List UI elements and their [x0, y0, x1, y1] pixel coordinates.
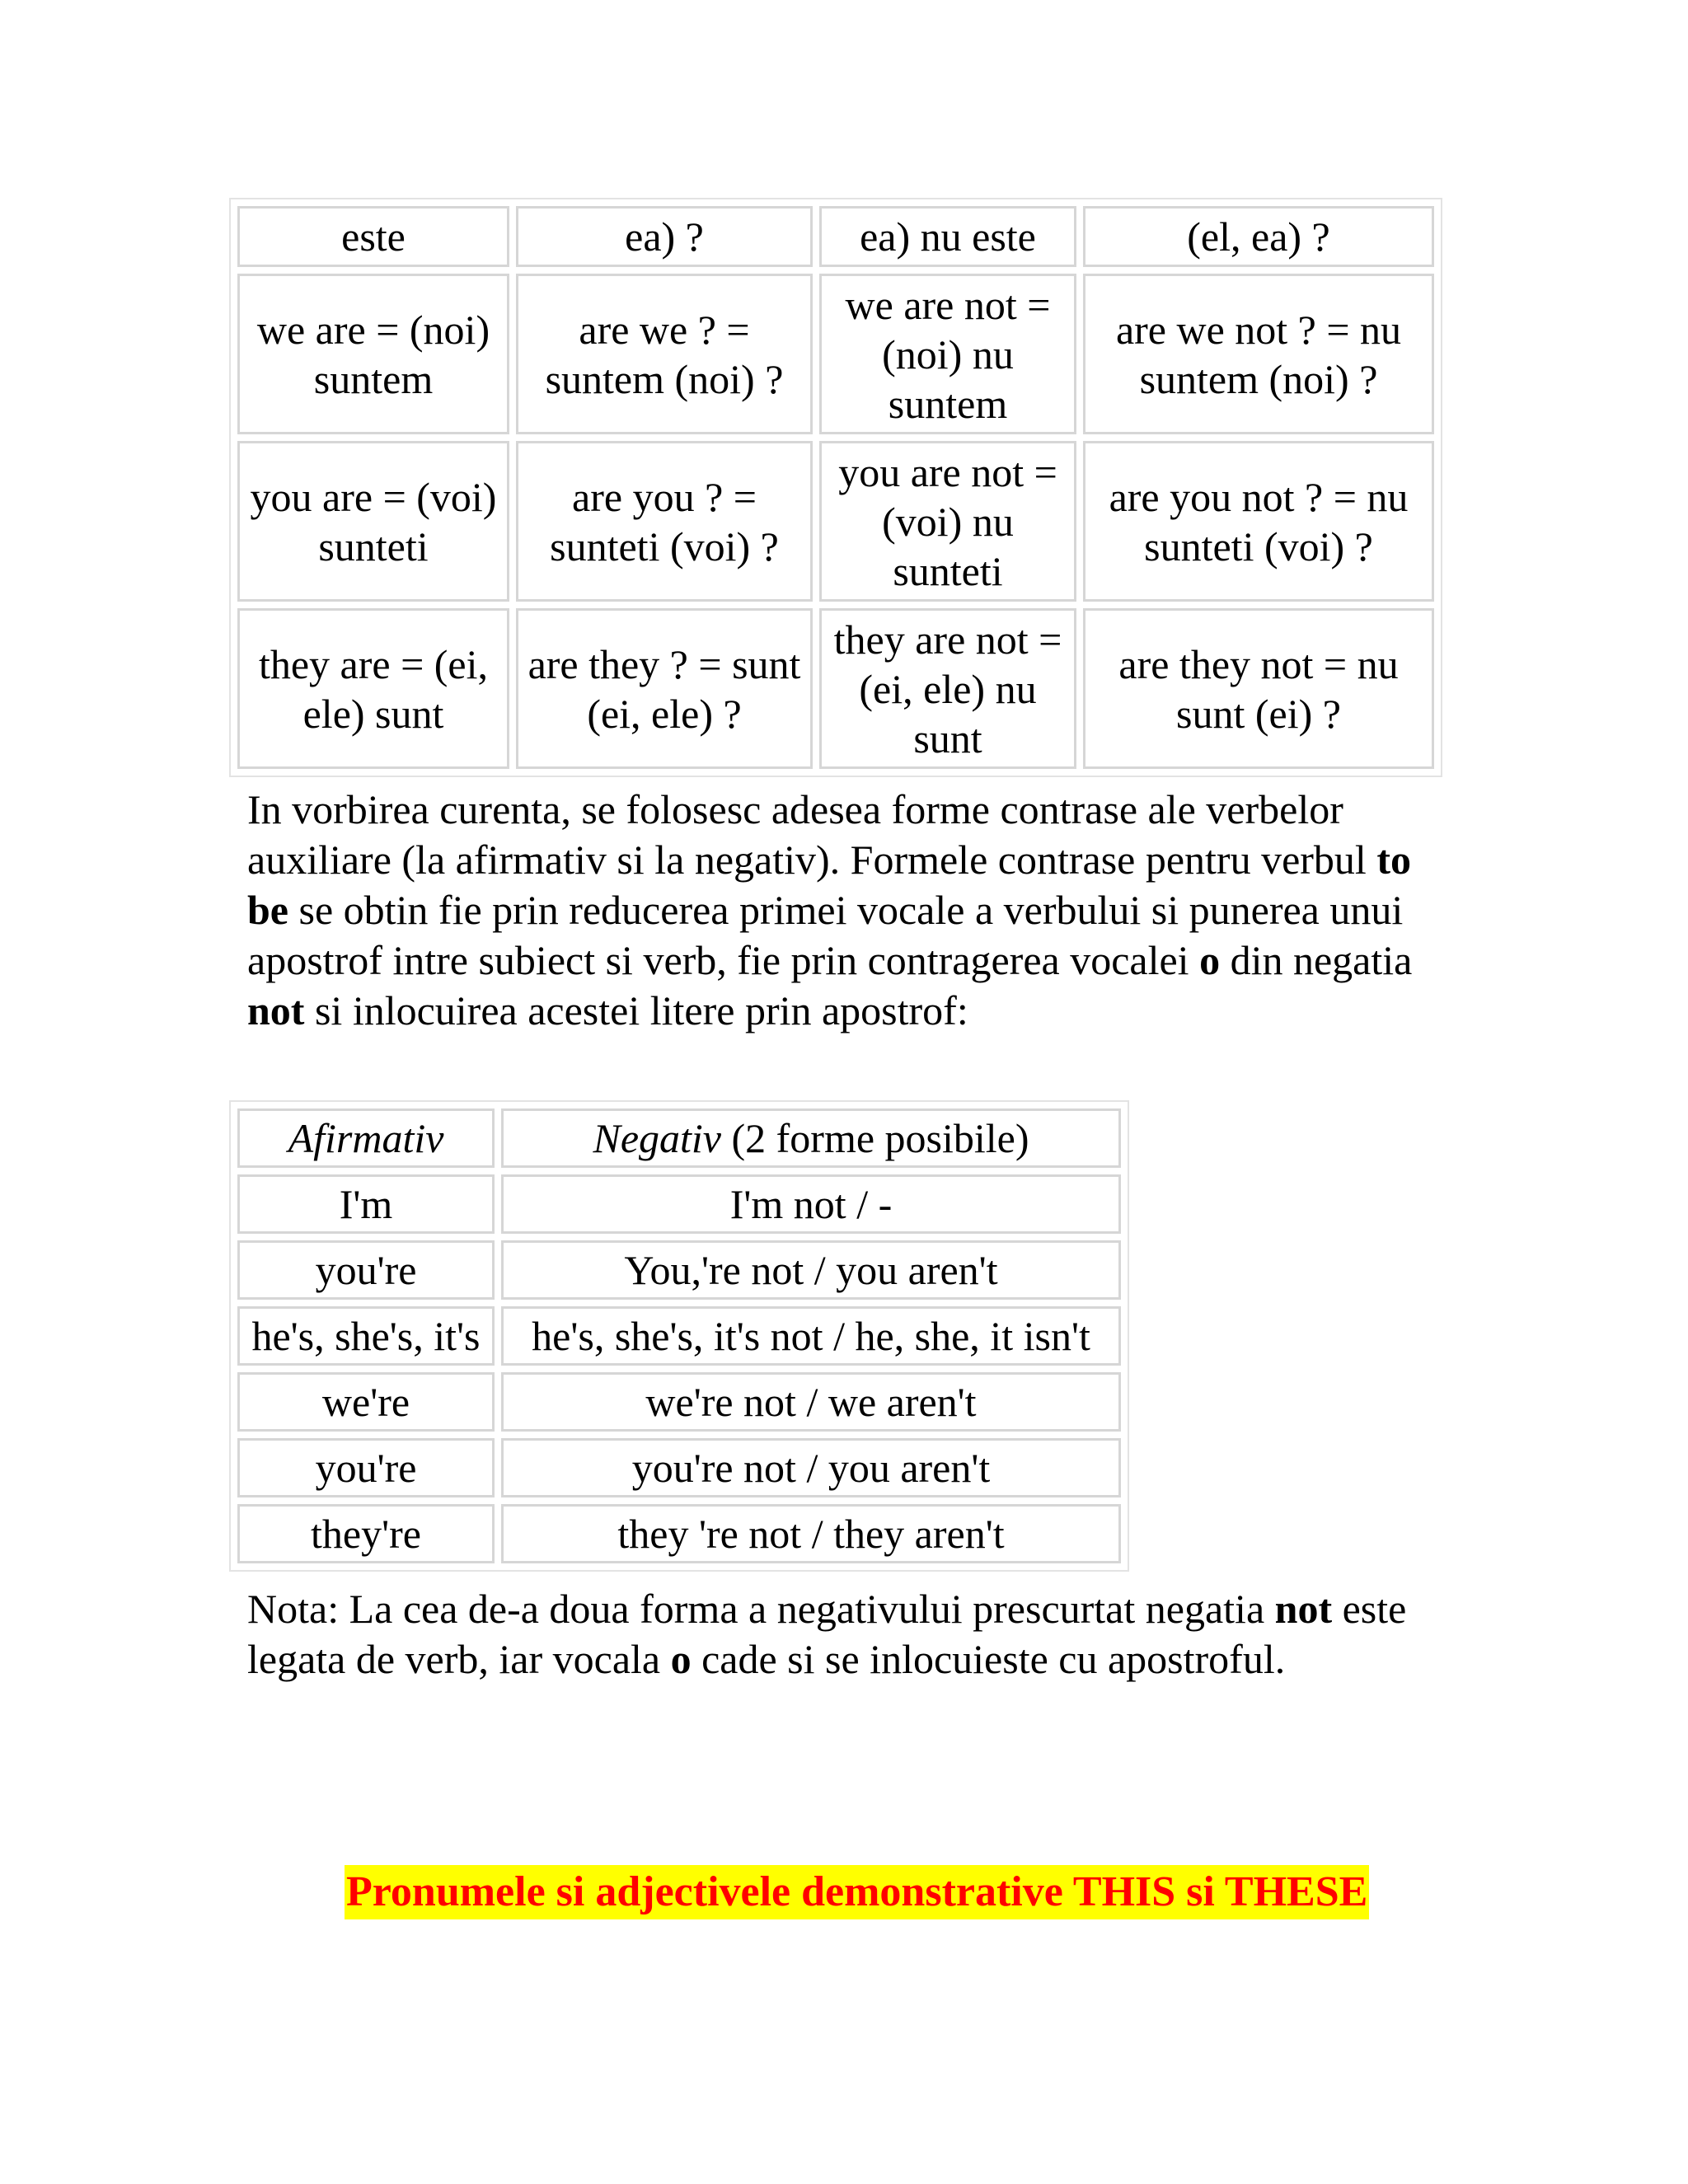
table-row [237, 1504, 1121, 1563]
header-label-rest: (2 forme posibile) [721, 1115, 1029, 1161]
bold-term: o [670, 1636, 692, 1682]
note-paragraph [247, 1584, 1451, 1685]
table-cell: they 're not / they aren't [501, 1504, 1121, 1563]
table-cell: ea) ? [516, 206, 813, 267]
table-cell: we are not = (noi) nu suntem [819, 274, 1076, 434]
table-row [237, 206, 1434, 267]
table-cell: you're not / you aren't [501, 1438, 1121, 1497]
table-cell: they're [237, 1504, 495, 1563]
header-cell-afirmativ [237, 1108, 495, 1168]
table-cell: are you ? = sunteti (voi) ? [516, 441, 813, 602]
table-cell: are we not ? = nu suntem (noi) ? [1083, 274, 1434, 434]
table-cell: are you not ? = nu sunteti (voi) ? [1083, 441, 1434, 602]
table-row [237, 1306, 1121, 1366]
table-row [237, 441, 1434, 602]
table-cell: (el, ea) ? [1083, 206, 1434, 267]
table-cell: we're not / we aren't [501, 1372, 1121, 1432]
bold-term: to be [247, 837, 1411, 933]
paragraph-text: Nota: La cea de-a doua forma a negativului prescurtat negatia [247, 1586, 1275, 1632]
paragraph-text: si inlocuirea acestei litere prin apostrof: [304, 987, 968, 1033]
table-row [237, 1438, 1121, 1497]
table-cell: are we ? = suntem (noi) ? [516, 274, 813, 434]
table-cell: you are = (voi) sunteti [237, 441, 509, 602]
table-row [237, 1174, 1121, 1234]
paragraph-text: din negatia [1220, 937, 1413, 983]
paragraph-text: cade si se inlocuieste cu apostroful. [691, 1636, 1286, 1682]
table-cell: You,'re not / you aren't [501, 1240, 1121, 1300]
table-row [237, 608, 1434, 769]
header-cell-negativ [501, 1108, 1121, 1168]
header-label: Afirmativ [288, 1115, 444, 1161]
table-cell: you're [237, 1240, 495, 1300]
table-cell: you're [237, 1438, 495, 1497]
paragraph-text: este legata de verb, iar vocala [247, 1586, 1407, 1682]
table-cell: I'm not / - [501, 1174, 1121, 1234]
table-row [237, 1240, 1121, 1300]
table-cell: I'm [237, 1174, 495, 1234]
table-cell: you are not = (voi) nu sunteti [819, 441, 1076, 602]
table-cell: he's, she's, it's [237, 1306, 495, 1366]
bold-term: not [1274, 1586, 1333, 1632]
table-cell: ea) nu este [819, 206, 1076, 267]
table-cell: they are not = (ei, ele) nu sunt [819, 608, 1076, 769]
paragraph-text: In vorbirea curenta, se folosesc adesea forme contrase ale verbelor auxiliare (la afirmativ si la negativ). Formele contrase pentru verbul [247, 786, 1377, 883]
table-row [237, 274, 1434, 434]
contracted-forms-table [229, 1100, 1129, 1572]
bold-term: o [1199, 937, 1221, 983]
verb-forms-table [229, 198, 1442, 777]
header-label: Negativ [593, 1115, 721, 1161]
paragraph-text: se obtin fie prin reducerea primei vocale a verbului si punerea unui apostrof intre subiect si verb, fie prin contragerea vocalei [247, 887, 1404, 983]
bold-term: not [247, 987, 305, 1033]
table-cell: he's, she's, it's not / he, she, it isn't [501, 1306, 1121, 1366]
table-cell: are they not = nu sunt (ei) ? [1083, 608, 1434, 769]
contracted-forms-paragraph [247, 785, 1451, 1036]
table-cell: este [237, 206, 509, 267]
table-header-row [237, 1108, 1121, 1168]
table-cell: we are = (noi) suntem [237, 274, 509, 434]
table-cell: we're [237, 1372, 495, 1432]
table-cell: are they ? = sunt (ei, ele) ? [516, 608, 813, 769]
table-cell: they are = (ei, ele) sunt [237, 608, 509, 769]
table-row [237, 1372, 1121, 1432]
section-heading: Pronumele si adjectivele demonstrative THIS si THESE [345, 1865, 1369, 1919]
